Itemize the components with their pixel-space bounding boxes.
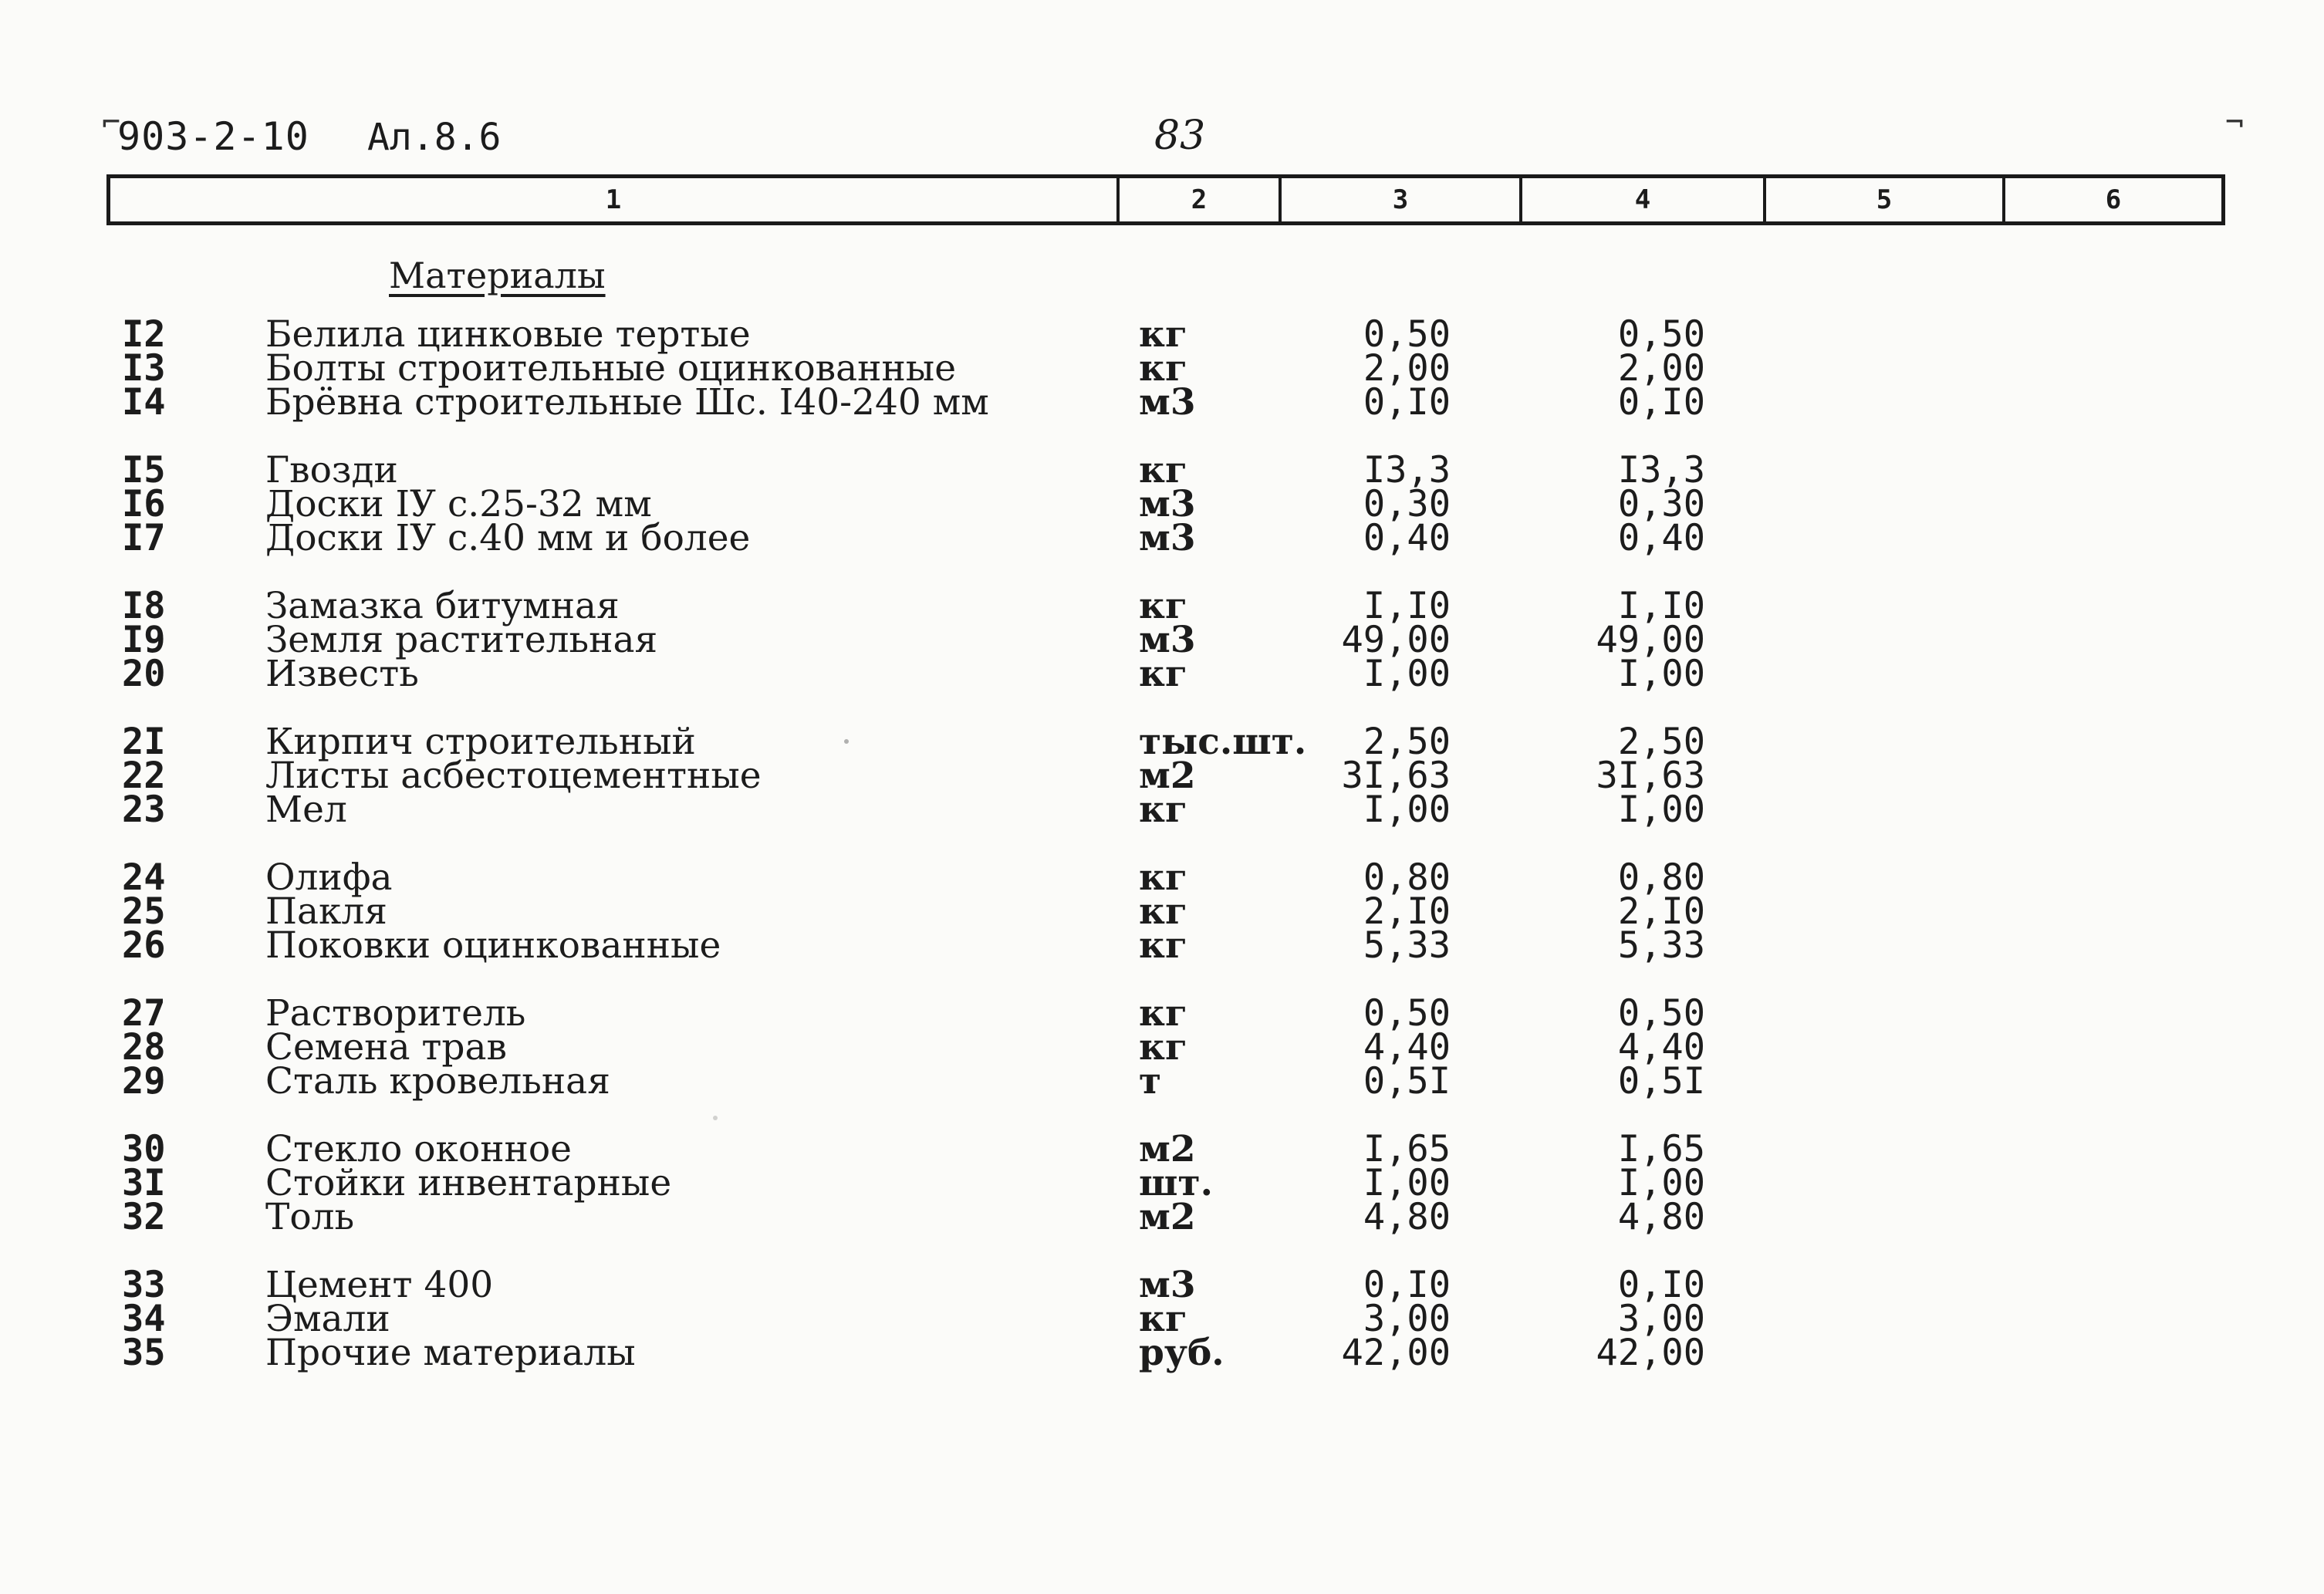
table-row (0, 1196, 2324, 1238)
material-name: Замазка битумная (265, 585, 620, 627)
material-name: Белила цинковые тертые (265, 313, 751, 356)
quantity-col3: 0,30 (1363, 483, 1451, 525)
unit: тыс.шт. (1139, 721, 1307, 763)
table-row (0, 517, 2324, 559)
quantity-col4: 0,5I (1617, 1060, 1705, 1103)
table-row (0, 1060, 2324, 1103)
row-number: 22 (122, 755, 166, 797)
row-number: 35 (122, 1332, 166, 1374)
unit: кг (1139, 347, 1187, 390)
material-group (0, 449, 2324, 559)
materials-list (0, 313, 2324, 1404)
quantity-col3: 0,80 (1363, 856, 1451, 899)
row-number: 25 (122, 890, 166, 933)
material-name: Доски IУ с.25-32 мм (265, 483, 652, 525)
unit: м3 (1139, 619, 1196, 661)
quantity-col3: 0,I0 (1363, 381, 1451, 424)
unit: м2 (1139, 1196, 1196, 1238)
material-name: Семена трав (265, 1026, 508, 1069)
material-group (0, 1264, 2324, 1374)
unit: кг (1139, 1298, 1187, 1340)
row-number: 27 (122, 992, 166, 1035)
material-name: Стойки инвентарные (265, 1162, 672, 1204)
material-group (0, 856, 2324, 967)
material-group (0, 1128, 2324, 1238)
table-row (0, 381, 2324, 424)
scan-speck (713, 1116, 718, 1120)
row-number: I3 (122, 347, 166, 390)
material-name: Земля растительная (265, 619, 658, 661)
page-number: 83 (1154, 113, 1206, 159)
material-name: Олифа (265, 856, 393, 899)
quantity-col3: 0,50 (1363, 992, 1451, 1035)
quantity-col4: 3,00 (1617, 1298, 1705, 1340)
unit: кг (1139, 890, 1187, 933)
row-number: 29 (122, 1060, 166, 1103)
material-name: Пакля (265, 890, 387, 933)
quantity-col3: 4,80 (1363, 1196, 1451, 1238)
scan-speck (844, 739, 849, 744)
corner-mark-left: ⌐ (102, 105, 121, 140)
material-name: Гвозди (265, 449, 398, 491)
quantity-col4: I3,3 (1617, 449, 1705, 491)
quantity-col3: I3,3 (1363, 449, 1451, 491)
row-number: 20 (122, 653, 166, 695)
quantity-col4: 2,I0 (1617, 890, 1705, 933)
row-number: 34 (122, 1298, 166, 1340)
row-number: I6 (122, 483, 166, 525)
unit: кг (1139, 653, 1187, 695)
material-name: Стекло оконное (265, 1128, 572, 1170)
material-name: Эмали (265, 1298, 390, 1340)
quantity-col3: 49,00 (1341, 619, 1451, 661)
quantity-col3: I,00 (1363, 789, 1451, 831)
quantity-col3: 2,50 (1363, 721, 1451, 763)
unit: руб. (1139, 1332, 1224, 1374)
row-number: 23 (122, 789, 166, 831)
quantity-col3: 0,5I (1363, 1060, 1451, 1103)
row-number: I9 (122, 619, 166, 661)
unit: т (1139, 1060, 1162, 1103)
quantity-col3: 0,50 (1363, 313, 1451, 356)
quantity-col3: I,I0 (1363, 585, 1451, 627)
unit: кг (1139, 856, 1187, 899)
row-number: 3I (122, 1162, 166, 1204)
row-number: I2 (122, 313, 166, 356)
material-name: Растворитель (265, 992, 526, 1035)
material-name: Известь (265, 653, 419, 695)
quantity-col3: I,65 (1363, 1128, 1451, 1170)
quantity-col4: 5,33 (1617, 924, 1705, 967)
section-title: Материалы (389, 255, 606, 296)
material-group (0, 313, 2324, 424)
quantity-col3: 3I,63 (1341, 755, 1451, 797)
column-header-4: 4 (1522, 178, 1766, 221)
quantity-col3: 4,40 (1363, 1026, 1451, 1069)
table-row (0, 924, 2324, 967)
quantity-col4: I,65 (1617, 1128, 1705, 1170)
row-number: 26 (122, 924, 166, 967)
material-name: Листы асбестоцементные (265, 755, 762, 797)
unit: кг (1139, 992, 1187, 1035)
quantity-col4: 0,50 (1617, 313, 1705, 356)
material-name: Цемент 400 (265, 1264, 494, 1306)
quantity-col4: 3I,63 (1596, 755, 1705, 797)
quantity-col4: 2,00 (1617, 347, 1705, 390)
column-header-3: 3 (1282, 178, 1522, 221)
quantity-col4: 0,40 (1617, 517, 1705, 559)
material-name: Кирпич строительный (265, 721, 696, 763)
quantity-col4: 0,50 (1617, 992, 1705, 1035)
column-header-row (106, 174, 2225, 225)
material-group (0, 585, 2324, 695)
unit: м3 (1139, 517, 1196, 559)
unit: кг (1139, 1026, 1187, 1069)
material-name: Прочие материалы (265, 1332, 636, 1374)
row-number: 28 (122, 1026, 166, 1069)
table-row (0, 653, 2324, 695)
table-row (0, 1332, 2324, 1374)
row-number: I4 (122, 381, 166, 424)
material-name: Сталь кровельная (265, 1060, 610, 1103)
quantity-col4: I,00 (1617, 653, 1705, 695)
material-name: Толь (265, 1196, 355, 1238)
column-header-6: 6 (2105, 184, 2122, 215)
quantity-col4: 0,80 (1617, 856, 1705, 899)
quantity-col4: 4,40 (1617, 1026, 1705, 1069)
material-name: Брёвна строительные Шс. I40-240 мм (265, 381, 989, 424)
row-number: I5 (122, 449, 166, 491)
column-header-1: 1 (110, 178, 1120, 221)
quantity-col3: 0,I0 (1363, 1264, 1451, 1306)
material-name: Мел (265, 789, 347, 831)
unit: кг (1139, 585, 1187, 627)
material-name: Доски IУ с.40 мм и более (265, 517, 751, 559)
quantity-col4: 42,00 (1596, 1332, 1705, 1374)
table-row (0, 789, 2324, 831)
unit: м2 (1139, 755, 1196, 797)
quantity-col4: I,00 (1617, 789, 1705, 831)
unit: кг (1139, 789, 1187, 831)
quantity-col4: 0,I0 (1617, 1264, 1705, 1306)
quantity-col3: I,00 (1363, 653, 1451, 695)
material-name: Поковки оцинкованные (265, 924, 721, 967)
quantity-col3: 2,00 (1363, 347, 1451, 390)
row-number: 2I (122, 721, 166, 763)
sheet-label: Ал.8.6 (367, 116, 502, 159)
quantity-col4: 0,30 (1617, 483, 1705, 525)
material-group (0, 721, 2324, 831)
unit: шт. (1139, 1162, 1213, 1204)
column-header-5: 5 (1766, 178, 2005, 221)
row-number: I8 (122, 585, 166, 627)
row-number: 30 (122, 1128, 166, 1170)
corner-mark-right: ¬ (2225, 105, 2245, 140)
material-group (0, 992, 2324, 1103)
unit: кг (1139, 449, 1187, 491)
quantity-col3: 0,40 (1363, 517, 1451, 559)
quantity-col3: 3,00 (1363, 1298, 1451, 1340)
quantity-col3: 42,00 (1341, 1332, 1451, 1374)
quantity-col4: 4,80 (1617, 1196, 1705, 1238)
quantity-col4: 49,00 (1596, 619, 1705, 661)
quantity-col3: 2,I0 (1363, 890, 1451, 933)
quantity-col3: I,00 (1363, 1162, 1451, 1204)
quantity-col3: 5,33 (1363, 924, 1451, 967)
quantity-col4: 2,50 (1617, 721, 1705, 763)
quantity-col4: 0,I0 (1617, 381, 1705, 424)
unit: кг (1139, 313, 1187, 356)
row-number: 33 (122, 1264, 166, 1306)
row-number: 24 (122, 856, 166, 899)
document-code: 903-2-10 (117, 114, 309, 159)
row-number: 32 (122, 1196, 166, 1238)
quantity-col4: I,I0 (1617, 585, 1705, 627)
unit: м3 (1139, 483, 1196, 525)
row-number: I7 (122, 517, 166, 559)
unit: кг (1139, 924, 1187, 967)
quantity-col4: I,00 (1617, 1162, 1705, 1204)
unit: м3 (1139, 381, 1196, 424)
unit: м3 (1139, 1264, 1196, 1306)
unit: м2 (1139, 1128, 1196, 1170)
material-name: Болты строительные оцинкованные (265, 347, 957, 390)
column-header-2: 2 (1120, 178, 1282, 221)
